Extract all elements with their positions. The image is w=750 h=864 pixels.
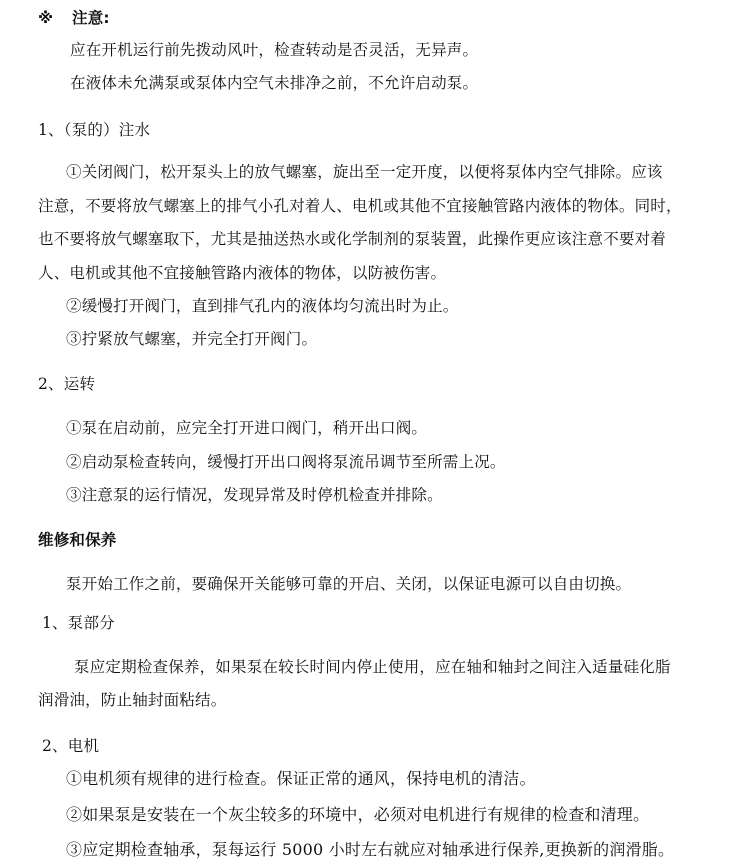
motor-heading: 2、电机: [42, 737, 100, 755]
pump-line-2: 润滑油，防止轴封面粘结。: [38, 691, 227, 709]
priming-step2: ②缓慢打开阀门，直到排气孔内的液体均匀流出时为止。: [66, 297, 459, 315]
maintenance-heading: 维修和保养: [38, 531, 117, 549]
maintenance-intro: 泵开始工作之前，要确保开关能够可靠的开启、关闭，以保证电源可以自由切换。: [66, 575, 632, 593]
motor-step-2: ②如果泵是安装在一个灰尘较多的环境中，必须对电机进行有规律的检查和清理。: [66, 805, 650, 824]
priming-step3: ③拧紧放气螺塞，并完全打开阀门。: [66, 330, 318, 348]
notice-line-2: 在液体未允满泵或泵体内空气未排净之前，不允许启动泵。: [70, 74, 479, 92]
priming-step1-line-2: 注意，不要将放气螺塞上的排气小孔对着人、电机或其他不宜接触管路内液体的物体。同时，: [38, 197, 682, 215]
notice-line-1: 应在开机运行前先拨动风叶，检查转动是否灵活，无异声。: [70, 41, 479, 59]
priming-heading: 1、（泵的）注水: [38, 121, 151, 139]
pump-line-1: 泵应定期检查保养，如果泵在较长时间内停止使用，应在轴和轴封之间注入适量硅化脂: [74, 658, 671, 676]
priming-step1-line-1: ①关闭阀门，松开泵头上的放气螺塞，旋出至一定开度，以便将泵体内空气排除。应该: [66, 163, 663, 181]
operation-step-1: ①泵在启动前，应完全打开进口阀门，稍开出口阀。: [66, 419, 428, 437]
motor-step-1: ①电机须有规律的进行检查。保证正常的通风，保持电机的清洁。: [66, 769, 536, 788]
notice-heading: [38, 8, 110, 28]
operation-heading: 2、运转: [38, 375, 96, 393]
priming-step1-line-3: 也不要将放气螺塞取下，尤其是抽送热水或化学制剂的泵装置，此操作更应该注意不要对着: [38, 230, 667, 248]
notice-heading-text: 注意:: [72, 9, 110, 27]
operation-step-3: ③注意泵的运行情况，发现异常及时停机检查并排除。: [66, 486, 443, 504]
priming-step1-line-4: 人、电机或其他不宜接触管路内液体的物体，以防被伤害。: [38, 264, 447, 282]
notice-mark-icon: ※: [38, 9, 54, 27]
pump-heading: 1、泵部分: [42, 614, 115, 632]
motor-step-3: ③应定期检查轴承，泵每运行 5000 小时左右就应对轴承进行保养,更换新的润滑脂。: [66, 840, 675, 859]
operation-step-2: ②启动泵检查转向，缓慢打开出口阀将泵流吊调节至所需上况。: [66, 453, 506, 471]
